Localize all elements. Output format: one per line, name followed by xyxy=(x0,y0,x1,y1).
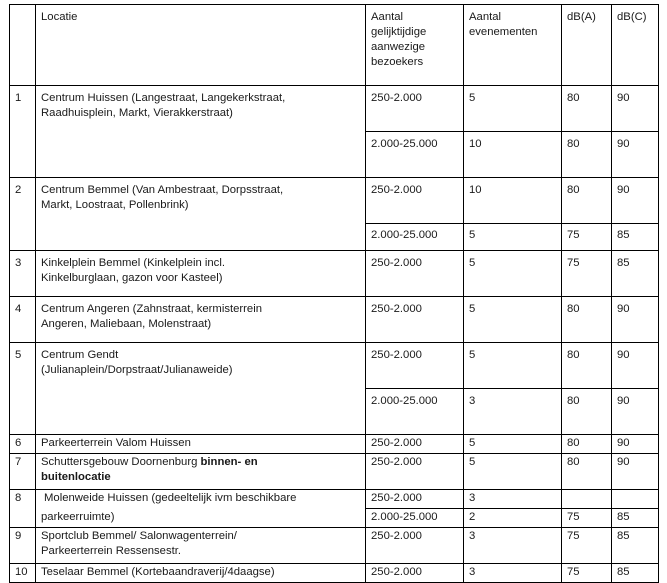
row-locatie: Parkeerterrein Valom Huissen xyxy=(36,435,366,454)
cell-evenementen: 5 xyxy=(464,343,562,389)
row-nr: 9 xyxy=(10,528,36,564)
header-dba: dB(A) xyxy=(562,5,612,86)
cell-dbc: 90 xyxy=(612,178,659,224)
cell-dba: 75 xyxy=(562,564,612,583)
header-evenementen: Aantal evenementen xyxy=(464,5,562,86)
cell-dba: 80 xyxy=(562,389,612,435)
header-dbc: dB(C) xyxy=(612,5,659,86)
row-locatie: Schuttersgebouw Doornenburg binnen- en buitenlocatie xyxy=(36,454,366,490)
row-nr: 6 xyxy=(10,435,36,454)
header-nr xyxy=(10,5,36,86)
cell-bezoekers: 250-2.000 xyxy=(366,435,464,454)
cell-evenementen: 10 xyxy=(464,132,562,178)
row-locatie: parkeerruimte) xyxy=(36,509,366,528)
cell-evenementen: 2 xyxy=(464,509,562,528)
cell-dba: 75 xyxy=(562,251,612,297)
cell-dbc: 85 xyxy=(612,528,659,564)
cell-bezoekers: 250-2.000 xyxy=(366,343,464,389)
cell-dba xyxy=(562,490,612,509)
header-row xyxy=(10,5,659,86)
row-nr: 3 xyxy=(10,251,36,297)
cell-evenementen: 3 xyxy=(464,490,562,509)
cell-dbc: 90 xyxy=(612,435,659,454)
table-row xyxy=(10,528,659,564)
cell-evenementen: 5 xyxy=(464,224,562,251)
cell-bezoekers: 250-2.000 xyxy=(366,178,464,224)
cell-dba: 80 xyxy=(562,178,612,224)
cell-dbc: 90 xyxy=(612,132,659,178)
row-nr: 7 xyxy=(10,454,36,490)
cell-dbc: 85 xyxy=(612,564,659,583)
cell-bezoekers: 250-2.000 xyxy=(366,490,464,509)
cell-bezoekers: 2.000-25.000 xyxy=(366,224,464,251)
cell-dbc: 90 xyxy=(612,86,659,132)
table-row xyxy=(10,435,659,454)
cell-bezoekers: 250-2.000 xyxy=(366,86,464,132)
cell-dba: 80 xyxy=(562,454,612,490)
cell-evenementen: 5 xyxy=(464,297,562,343)
cell-bezoekers: 2.000-25.000 xyxy=(366,389,464,435)
row-locatie: Molenweide Huissen (gedeeltelijk ivm beschikbare xyxy=(36,490,366,509)
row-locatie: Centrum Gendt (Julianaplein/Dorpstraat/Julianaweide) xyxy=(36,343,366,389)
row-nr: 8 xyxy=(10,490,36,509)
cell-dba: 75 xyxy=(562,224,612,251)
cell-dbc: 85 xyxy=(612,224,659,251)
cell-dba: 80 xyxy=(562,343,612,389)
cell-dba: 75 xyxy=(562,509,612,528)
cell-evenementen: 5 xyxy=(464,251,562,297)
cell-dbc: 85 xyxy=(612,509,659,528)
row-locatie: Centrum Angeren (Zahnstraat, kermisterrein Angeren, Maliebaan, Molenstraat) xyxy=(36,297,366,343)
table-row xyxy=(10,564,659,583)
cell-dba: 80 xyxy=(562,297,612,343)
cell-bezoekers: 250-2.000 xyxy=(366,454,464,490)
cell-dbc: 90 xyxy=(612,297,659,343)
cell-evenementen: 3 xyxy=(464,389,562,435)
table-row xyxy=(10,509,659,528)
row-nr: 2 xyxy=(10,178,36,224)
table-row xyxy=(10,389,659,435)
cell-bezoekers: 2.000-25.000 xyxy=(366,132,464,178)
table-row xyxy=(10,343,659,389)
cell-dbc xyxy=(612,490,659,509)
row-nr: 1 xyxy=(10,86,36,132)
header-locatie: Locatie xyxy=(36,5,366,86)
cell-bezoekers: 250-2.000 xyxy=(366,564,464,583)
cell-dba: 80 xyxy=(562,132,612,178)
table-row xyxy=(10,454,659,490)
header-bezoekers: Aantal gelijktijdige aanwezige bezoekers xyxy=(366,5,464,86)
cell-bezoekers: 250-2.000 xyxy=(366,528,464,564)
table-row xyxy=(10,251,659,297)
cell-dbc: 90 xyxy=(612,389,659,435)
table-row xyxy=(10,178,659,224)
cell-dbc: 85 xyxy=(612,251,659,297)
cell-evenementen: 3 xyxy=(464,564,562,583)
table-row xyxy=(10,132,659,178)
cell-evenementen: 10 xyxy=(464,178,562,224)
row-locatie: Teselaar Bemmel (Kortebaandraverij/4daagse) xyxy=(36,564,366,583)
cell-evenementen: 3 xyxy=(464,528,562,564)
cell-evenementen: 5 xyxy=(464,435,562,454)
cell-bezoekers: 250-2.000 xyxy=(366,251,464,297)
cell-evenementen: 5 xyxy=(464,454,562,490)
cell-evenementen: 5 xyxy=(464,86,562,132)
table-row xyxy=(10,224,659,251)
cell-dbc: 90 xyxy=(612,454,659,490)
row-nr: 10 xyxy=(10,564,36,583)
row-locatie: Sportclub Bemmel/ Salonwagenterrein/ Parkeerterrein Ressensestr. xyxy=(36,528,366,564)
cell-dbc: 90 xyxy=(612,343,659,389)
locations-table xyxy=(9,4,659,583)
row-locatie: Kinkelplein Bemmel (Kinkelplein incl. Kinkelburglaan, gazon voor Kasteel) xyxy=(36,251,366,297)
row-locatie: Centrum Huissen (Langestraat, Langekerkstraat, Raadhuisplein, Markt, Vierakkerstraat) xyxy=(36,86,366,132)
table-row xyxy=(10,490,659,509)
cell-dba: 80 xyxy=(562,435,612,454)
cell-bezoekers: 250-2.000 xyxy=(366,297,464,343)
cell-dba: 75 xyxy=(562,528,612,564)
cell-dba: 80 xyxy=(562,86,612,132)
table-row xyxy=(10,297,659,343)
row-nr: 4 xyxy=(10,297,36,343)
row-locatie: Centrum Bemmel (Van Ambestraat, Dorpsstraat, Markt, Loostraat, Pollenbrink) xyxy=(36,178,366,224)
cell-bezoekers: 2.000-25.000 xyxy=(366,509,464,528)
table-row xyxy=(10,86,659,132)
row-nr: 5 xyxy=(10,343,36,389)
